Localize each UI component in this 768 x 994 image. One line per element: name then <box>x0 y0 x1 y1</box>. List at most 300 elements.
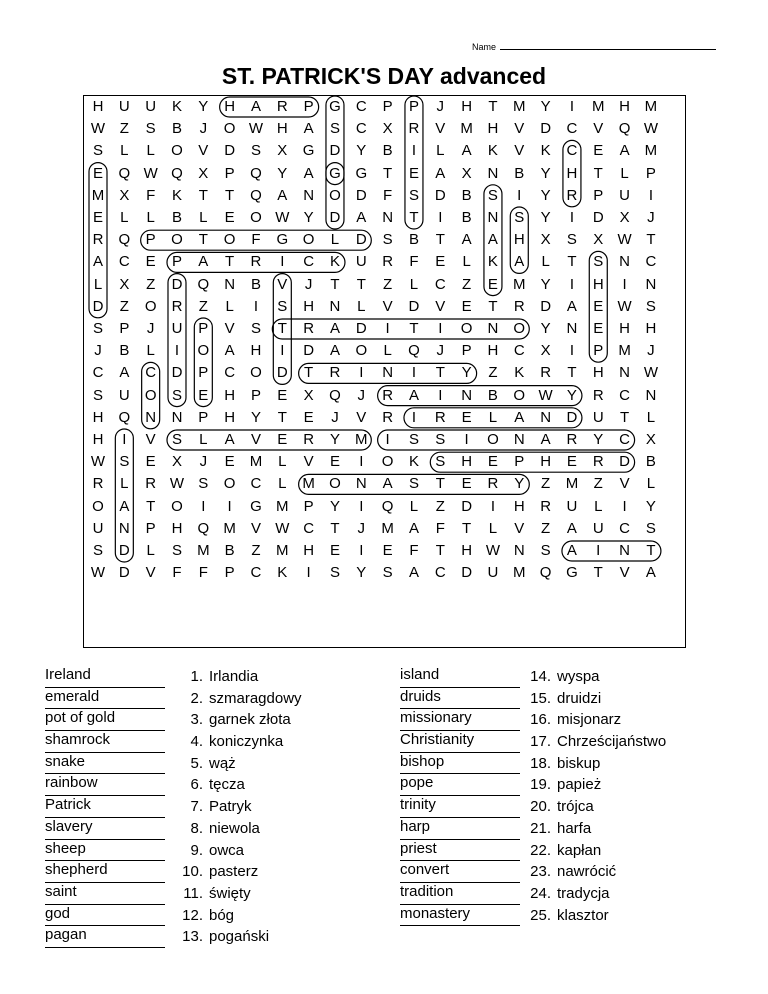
grid-letter[interactable]: N <box>303 186 315 204</box>
grid-letter[interactable]: U <box>592 408 604 426</box>
grid-letter[interactable]: C <box>224 364 236 382</box>
grid-letter[interactable]: S <box>435 453 446 471</box>
grid-letter[interactable]: V <box>224 320 235 337</box>
grid-letter[interactable]: A <box>224 342 235 360</box>
grid-letter[interactable]: Y <box>461 364 472 382</box>
grid-letter[interactable]: R <box>540 364 552 382</box>
grid-letter[interactable]: N <box>355 475 367 493</box>
grid-letter[interactable]: X <box>171 453 182 471</box>
grid-letter[interactable]: Y <box>540 186 551 204</box>
grid-letter[interactable]: H <box>92 431 104 448</box>
grid-letter[interactable]: W <box>485 542 501 559</box>
grid-letter[interactable]: A <box>514 253 525 271</box>
grid-letter[interactable]: C <box>145 364 157 382</box>
grid-letter[interactable]: P <box>224 164 235 182</box>
grid-letter[interactable]: Q <box>171 164 183 182</box>
grid-letter[interactable]: A <box>198 253 209 271</box>
grid-letter[interactable]: Z <box>198 297 208 315</box>
grid-letter[interactable]: C <box>619 386 631 404</box>
grid-letter[interactable]: D <box>592 209 604 226</box>
grid-letter[interactable]: R <box>408 120 420 138</box>
grid-letter[interactable]: E <box>593 297 604 315</box>
grid-letter[interactable]: O <box>329 186 341 204</box>
grid-letter[interactable]: I <box>438 209 443 226</box>
grid-letter[interactable]: A <box>408 386 419 404</box>
grid-letter[interactable]: I <box>622 275 627 293</box>
grid-letter[interactable]: Z <box>541 519 551 537</box>
grid-letter[interactable]: I <box>280 342 285 360</box>
grid-letter[interactable]: I <box>201 497 206 515</box>
grid-letter[interactable]: E <box>145 453 156 471</box>
grid-letter[interactable]: L <box>199 431 208 448</box>
grid-letter[interactable]: T <box>330 519 340 537</box>
grid-letter[interactable]: V <box>514 519 525 537</box>
grid-letter[interactable]: C <box>303 253 315 271</box>
grid-letter[interactable]: H <box>592 364 604 382</box>
grid-letter[interactable]: I <box>253 297 259 315</box>
grid-letter[interactable]: I <box>227 497 232 515</box>
grid-letter[interactable]: D <box>619 453 631 471</box>
grid-letter[interactable]: P <box>645 164 656 182</box>
grid-letter[interactable]: C <box>303 519 315 537</box>
grid-letter[interactable]: N <box>619 542 631 559</box>
grid-letter[interactable]: Y <box>329 431 340 448</box>
grid-letter[interactable]: B <box>461 186 472 204</box>
grid-letter[interactable]: I <box>438 320 443 337</box>
grid-letter[interactable]: O <box>197 342 210 360</box>
grid-letter[interactable]: L <box>436 142 445 160</box>
grid-letter[interactable]: V <box>145 564 156 582</box>
grid-letter[interactable]: D <box>566 408 578 426</box>
grid-letter[interactable]: P <box>145 231 156 249</box>
grid-letter[interactable]: R <box>250 253 262 271</box>
grid-letter[interactable]: N <box>487 164 499 182</box>
grid-letter[interactable]: H <box>619 98 631 115</box>
grid-letter[interactable]: L <box>120 142 129 160</box>
grid-letter[interactable]: R <box>92 475 104 493</box>
grid-letter[interactable]: F <box>251 231 261 249</box>
grid-letter[interactable]: D <box>540 297 552 315</box>
grid-letter[interactable]: Q <box>250 186 262 204</box>
grid-letter[interactable]: Y <box>277 164 288 182</box>
grid-letter[interactable]: X <box>461 164 472 182</box>
grid-letter[interactable]: N <box>540 408 552 426</box>
grid-letter[interactable]: N <box>487 209 499 226</box>
grid-letter[interactable]: W <box>90 564 106 582</box>
grid-letter[interactable]: X <box>277 142 288 160</box>
grid-letter[interactable]: H <box>461 98 473 115</box>
grid-letter[interactable]: G <box>250 497 262 515</box>
grid-letter[interactable]: M <box>381 519 394 537</box>
grid-letter[interactable]: L <box>646 408 656 426</box>
grid-letter[interactable]: M <box>618 342 631 360</box>
grid-letter[interactable]: R <box>276 98 288 115</box>
grid-letter[interactable]: D <box>92 297 104 315</box>
grid-letter[interactable]: M <box>197 542 210 559</box>
grid-letter[interactable]: C <box>92 364 104 382</box>
grid-letter[interactable]: O <box>223 120 236 138</box>
grid-letter[interactable]: A <box>224 431 235 448</box>
grid-letter[interactable]: G <box>355 164 368 182</box>
grid-letter[interactable]: P <box>303 497 314 515</box>
grid-letter[interactable]: P <box>461 342 472 360</box>
grid-letter[interactable]: L <box>146 142 155 160</box>
grid-letter[interactable]: Y <box>514 475 525 493</box>
grid-letter[interactable]: M <box>276 497 289 515</box>
grid-letter[interactable]: N <box>224 275 236 293</box>
grid-letter[interactable]: L <box>646 475 656 493</box>
grid-letter[interactable]: I <box>385 320 390 337</box>
grid-letter[interactable]: Q <box>118 164 131 182</box>
grid-letter[interactable]: N <box>566 320 578 337</box>
grid-letter[interactable]: D <box>408 297 420 315</box>
grid-letter[interactable]: V <box>514 120 525 138</box>
grid-letter[interactable]: J <box>357 519 366 537</box>
grid-letter[interactable]: U <box>92 519 104 537</box>
grid-letter[interactable]: A <box>408 564 419 582</box>
grid-letter[interactable]: T <box>435 231 445 249</box>
grid-letter[interactable]: H <box>276 120 288 138</box>
grid-letter[interactable]: S <box>277 297 288 315</box>
grid-letter[interactable]: S <box>92 320 103 337</box>
grid-letter[interactable]: E <box>329 453 340 471</box>
grid-letter[interactable]: T <box>435 364 445 382</box>
grid-letter[interactable]: I <box>569 98 575 115</box>
grid-letter[interactable]: T <box>646 231 656 249</box>
grid-letter[interactable]: W <box>90 120 106 138</box>
grid-letter[interactable]: Q <box>408 342 420 360</box>
grid-letter[interactable]: R <box>329 364 341 382</box>
grid-letter[interactable]: G <box>329 164 341 182</box>
grid-letter[interactable]: A <box>329 320 340 337</box>
grid-letter[interactable]: P <box>382 98 393 115</box>
grid-letter[interactable]: P <box>224 564 235 582</box>
grid-letter[interactable]: R <box>382 253 394 271</box>
grid-letter[interactable]: Y <box>329 497 340 515</box>
grid-letter[interactable]: Q <box>118 408 131 426</box>
grid-letter[interactable]: R <box>566 186 578 204</box>
grid-letter[interactable]: L <box>278 453 287 471</box>
grid-letter[interactable]: F <box>409 542 419 559</box>
grid-letter[interactable]: K <box>487 142 498 160</box>
grid-letter[interactable]: N <box>513 542 525 559</box>
grid-letter[interactable]: S <box>250 320 261 337</box>
grid-letter[interactable]: P <box>198 364 209 382</box>
grid-letter[interactable]: E <box>277 386 288 404</box>
grid-letter[interactable]: S <box>435 431 446 448</box>
grid-letter[interactable]: P <box>593 186 604 204</box>
grid-letter[interactable]: P <box>303 98 314 115</box>
grid-letter[interactable]: T <box>277 408 287 426</box>
grid-letter[interactable]: W <box>248 120 264 138</box>
grid-letter[interactable]: T <box>225 253 235 271</box>
grid-letter[interactable]: I <box>411 142 417 160</box>
grid-letter[interactable]: I <box>569 275 575 293</box>
grid-letter[interactable]: V <box>382 297 393 315</box>
grid-letter[interactable]: B <box>119 342 130 360</box>
grid-letter[interactable]: I <box>280 253 285 271</box>
grid-letter[interactable]: Y <box>250 408 261 426</box>
grid-letter[interactable]: N <box>645 275 657 293</box>
grid-letter[interactable]: E <box>92 209 103 226</box>
grid-letter[interactable]: L <box>357 297 366 315</box>
grid-letter[interactable]: A <box>119 364 130 382</box>
grid-letter[interactable]: R <box>513 297 525 315</box>
grid-letter[interactable]: T <box>646 542 656 559</box>
grid-letter[interactable]: E <box>435 253 446 271</box>
grid-letter[interactable]: Q <box>197 519 210 537</box>
grid-letter[interactable]: T <box>198 231 208 249</box>
grid-letter[interactable]: H <box>224 386 236 404</box>
grid-letter[interactable]: A <box>303 120 314 138</box>
grid-letter[interactable]: T <box>409 209 419 226</box>
grid-letter[interactable]: I <box>306 564 311 582</box>
grid-letter[interactable]: E <box>461 297 472 315</box>
grid-letter[interactable]: D <box>118 542 130 559</box>
grid-letter[interactable]: W <box>538 386 553 404</box>
grid-letter[interactable]: S <box>171 431 182 448</box>
grid-letter[interactable]: T <box>620 408 630 426</box>
grid-letter[interactable]: N <box>382 364 394 382</box>
grid-letter[interactable]: I <box>438 386 443 404</box>
grid-letter[interactable]: P <box>145 519 156 537</box>
grid-letter[interactable]: M <box>460 120 473 138</box>
grid-letter[interactable]: K <box>487 253 498 271</box>
grid-letter[interactable]: I <box>490 497 496 515</box>
grid-letter[interactable]: Q <box>197 275 210 293</box>
grid-letter[interactable]: L <box>488 519 498 537</box>
grid-letter[interactable]: O <box>513 386 526 404</box>
grid-letter[interactable]: X <box>593 231 604 249</box>
grid-letter[interactable]: J <box>94 342 102 360</box>
grid-letter[interactable]: T <box>435 542 445 559</box>
grid-letter[interactable]: S <box>171 386 182 404</box>
grid-letter[interactable]: B <box>408 231 419 249</box>
grid-letter[interactable]: Z <box>488 364 498 382</box>
grid-letter[interactable]: R <box>382 408 394 426</box>
grid-letter[interactable]: T <box>330 275 340 293</box>
grid-letter[interactable]: A <box>540 431 551 448</box>
grid-letter[interactable]: T <box>146 497 156 515</box>
grid-letter[interactable]: V <box>514 142 525 160</box>
grid-letter[interactable]: S <box>408 475 419 493</box>
grid-letter[interactable]: T <box>593 164 603 182</box>
grid-letter[interactable]: P <box>198 408 209 426</box>
grid-letter[interactable]: W <box>617 231 632 249</box>
grid-letter[interactable]: D <box>434 186 446 204</box>
grid-letter[interactable]: M <box>565 475 579 493</box>
grid-letter[interactable]: R <box>171 297 183 315</box>
grid-letter[interactable]: O <box>381 453 394 471</box>
grid-letter[interactable]: Y <box>540 320 551 337</box>
grid-letter[interactable]: S <box>171 542 182 559</box>
grid-letter[interactable]: J <box>647 342 655 360</box>
grid-letter[interactable]: V <box>619 475 630 493</box>
grid-letter[interactable]: M <box>513 275 526 293</box>
grid-letter[interactable]: T <box>593 564 603 582</box>
grid-letter[interactable]: A <box>461 231 472 249</box>
grid-letter[interactable]: F <box>409 253 419 271</box>
grid-letter[interactable]: J <box>199 120 208 138</box>
grid-letter[interactable]: H <box>92 408 104 426</box>
grid-letter[interactable]: U <box>171 320 183 337</box>
grid-letter[interactable]: I <box>359 453 364 471</box>
grid-letter[interactable]: Z <box>593 475 603 493</box>
grid-letter[interactable]: A <box>277 186 288 204</box>
grid-letter[interactable]: E <box>303 408 314 426</box>
grid-letter[interactable]: U <box>566 497 578 515</box>
grid-letter[interactable]: T <box>435 475 445 493</box>
grid-letter[interactable]: E <box>92 164 103 182</box>
grid-letter[interactable]: W <box>143 164 158 182</box>
grid-letter[interactable]: Z <box>462 275 472 293</box>
grid-letter[interactable]: O <box>329 475 341 493</box>
grid-letter[interactable]: R <box>487 475 499 493</box>
grid-letter[interactable]: I <box>622 497 627 515</box>
grid-letter[interactable]: H <box>487 120 499 138</box>
grid-letter[interactable]: C <box>250 564 262 582</box>
grid-letter[interactable]: B <box>224 542 235 559</box>
grid-letter[interactable]: B <box>487 386 498 404</box>
grid-letter[interactable]: L <box>93 275 103 293</box>
grid-letter[interactable]: H <box>592 275 604 293</box>
grid-letter[interactable]: V <box>250 519 261 537</box>
grid-letter[interactable]: S <box>92 542 103 559</box>
grid-letter[interactable]: J <box>331 408 339 426</box>
grid-letter[interactable]: N <box>461 386 473 404</box>
grid-letter[interactable]: H <box>92 98 104 115</box>
grid-letter[interactable]: P <box>250 386 261 404</box>
grid-letter[interactable]: Y <box>540 275 551 293</box>
grid-letter[interactable]: I <box>411 408 417 426</box>
grid-letter[interactable]: V <box>435 297 446 315</box>
grid-letter[interactable]: R <box>303 320 315 337</box>
grid-letter[interactable]: S <box>408 431 419 448</box>
grid-letter[interactable]: N <box>145 408 157 426</box>
grid-letter[interactable]: W <box>169 475 185 493</box>
grid-letter[interactable]: A <box>382 475 393 493</box>
grid-letter[interactable]: N <box>171 408 183 426</box>
grid-letter[interactable]: C <box>250 475 262 493</box>
grid-letter[interactable]: O <box>250 364 262 382</box>
grid-letter[interactable]: P <box>514 453 525 471</box>
grid-letter[interactable]: H <box>461 542 473 559</box>
grid-letter[interactable]: E <box>593 320 604 337</box>
grid-letter[interactable]: P <box>171 253 182 271</box>
grid-letter[interactable]: L <box>594 497 603 515</box>
grid-letter[interactable]: D <box>461 564 473 582</box>
grid-letter[interactable]: B <box>645 453 656 471</box>
grid-letter[interactable]: I <box>122 431 127 448</box>
grid-letter[interactable]: S <box>645 297 656 315</box>
grid-letter[interactable]: S <box>119 453 130 471</box>
grid-letter[interactable]: M <box>223 519 236 537</box>
grid-letter[interactable]: B <box>171 120 182 138</box>
grid-letter[interactable]: S <box>566 231 577 249</box>
grid-letter[interactable]: M <box>644 142 658 160</box>
grid-letter[interactable]: Y <box>356 142 367 160</box>
grid-letter[interactable]: J <box>304 275 313 293</box>
grid-letter[interactable]: O <box>250 209 262 226</box>
grid-letter[interactable]: C <box>619 519 631 537</box>
grid-letter[interactable]: L <box>330 231 340 249</box>
grid-letter[interactable]: H <box>303 542 315 559</box>
grid-letter[interactable]: Z <box>251 542 261 559</box>
grid-letter[interactable]: D <box>355 231 367 249</box>
grid-letter[interactable]: C <box>645 253 657 271</box>
grid-letter[interactable]: D <box>224 142 236 160</box>
grid-letter[interactable]: R <box>303 431 315 448</box>
grid-letter[interactable]: T <box>198 186 208 204</box>
grid-letter[interactable]: A <box>566 519 577 537</box>
grid-letter[interactable]: F <box>435 519 445 537</box>
grid-letter[interactable]: Y <box>645 497 656 515</box>
grid-letter[interactable]: Y <box>540 209 551 226</box>
grid-letter[interactable]: V <box>145 431 156 448</box>
grid-letter[interactable]: Y <box>198 98 209 115</box>
grid-letter[interactable]: H <box>645 320 657 337</box>
grid-letter[interactable]: S <box>540 542 551 559</box>
grid-letter[interactable]: Z <box>541 475 551 493</box>
grid-letter[interactable]: Y <box>593 431 604 448</box>
grid-letter[interactable]: U <box>145 98 157 115</box>
grid-letter[interactable]: L <box>488 408 498 426</box>
grid-letter[interactable]: G <box>276 231 289 249</box>
grid-letter[interactable]: Q <box>329 386 341 404</box>
grid-letter[interactable]: C <box>118 253 130 271</box>
grid-letter[interactable]: W <box>617 297 632 315</box>
grid-letter[interactable]: E <box>593 142 604 160</box>
grid-letter[interactable]: U <box>118 98 130 115</box>
grid-letter[interactable]: B <box>461 209 472 226</box>
grid-letter[interactable]: N <box>487 320 499 337</box>
grid-letter[interactable]: I <box>174 342 180 360</box>
grid-letter[interactable]: G <box>302 142 315 160</box>
grid-letter[interactable]: Y <box>566 386 577 404</box>
grid-letter[interactable]: L <box>199 209 208 226</box>
grid-letter[interactable]: U <box>355 253 367 271</box>
grid-letter[interactable]: B <box>171 209 182 226</box>
grid-letter[interactable]: V <box>250 431 261 448</box>
grid-letter[interactable]: Y <box>303 209 314 226</box>
grid-letter[interactable]: K <box>277 564 288 582</box>
grid-letter[interactable]: G <box>329 98 341 115</box>
grid-letter[interactable]: E <box>408 164 419 182</box>
grid-letter[interactable]: K <box>514 364 525 382</box>
grid-letter[interactable]: E <box>461 408 472 426</box>
grid-letter[interactable]: C <box>434 275 446 293</box>
grid-letter[interactable]: Z <box>383 275 393 293</box>
grid-letter[interactable]: S <box>329 120 340 138</box>
grid-letter[interactable]: D <box>303 342 315 360</box>
grid-letter[interactable]: T <box>409 320 419 337</box>
grid-letter[interactable]: N <box>619 253 631 271</box>
grid-letter[interactable]: A <box>461 142 472 160</box>
grid-letter[interactable]: J <box>436 342 445 360</box>
grid-letter[interactable]: S <box>329 564 340 582</box>
grid-letter[interactable]: D <box>355 320 367 337</box>
grid-letter[interactable]: I <box>569 209 575 226</box>
grid-letter[interactable]: R <box>382 386 394 404</box>
grid-letter[interactable]: C <box>434 564 446 582</box>
grid-letter[interactable]: S <box>408 186 419 204</box>
grid-letter[interactable]: X <box>645 431 656 448</box>
grid-letter[interactable]: P <box>593 342 604 360</box>
grid-letter[interactable]: L <box>146 209 155 226</box>
grid-letter[interactable]: A <box>408 519 419 537</box>
grid-letter[interactable]: X <box>540 231 551 249</box>
grid-letter[interactable]: V <box>619 564 630 582</box>
